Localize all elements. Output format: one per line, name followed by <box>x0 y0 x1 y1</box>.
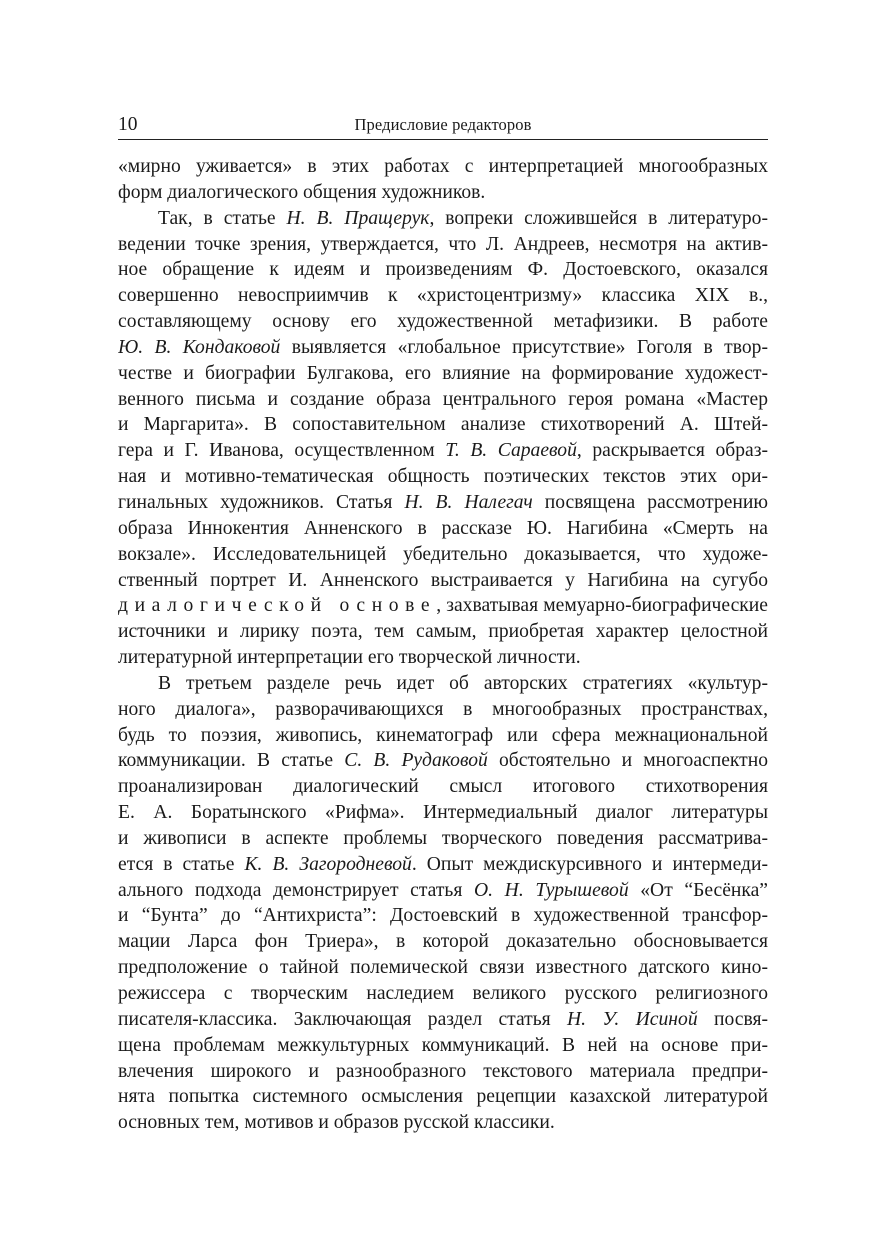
text-segment: В третьем разделе речь идет об авторских стратегиях «культур- <box>158 672 768 694</box>
text-line <box>118 464 768 490</box>
text-line <box>118 1084 768 1110</box>
text-segment: составляющему основу его художественной метафизики. В работе <box>118 311 768 333</box>
author-name: Н. В. Пращерук <box>286 207 430 229</box>
text-segment: литературной интерпретации его творческой личности. <box>118 647 581 669</box>
text-segment: и Маргарита». В сопоставительном анализе стихотворений А. Штей- <box>118 414 768 436</box>
text-line <box>118 955 768 981</box>
page-number: 10 <box>118 114 138 135</box>
text-segment: влечения широкого и разнообразного текстового материала предпри- <box>118 1060 768 1082</box>
text-segment: ственный портрет И. Анненского выстраивается у Нагибина на сугубо <box>118 569 768 591</box>
text-segment: гера и Г. Иванова, осуществленном <box>118 440 446 462</box>
text-line <box>118 180 768 206</box>
text-segment: и живописи в аспекте проблемы творческого поведения рассматрива- <box>118 827 768 849</box>
text-line <box>118 800 768 826</box>
text-segment: ного диалога», разворачивающихся в многообразных пространствах, <box>118 698 768 720</box>
running-title: Предисловие редакторов <box>354 115 532 134</box>
text-segment: мации Ларса фон Триера», в которой доказательно обосновывается <box>118 931 768 953</box>
text-line <box>118 748 768 774</box>
body-text <box>118 154 768 1136</box>
text-line <box>118 206 768 232</box>
text-segment: венного письма и создание образа центрального героя романа «Мастер <box>118 388 768 410</box>
text-line <box>118 852 768 878</box>
text-segment: коммуникации. В статье <box>118 750 345 772</box>
text-line <box>118 1110 768 1136</box>
text-line <box>118 335 768 361</box>
text-segment: посвя- <box>697 1008 768 1030</box>
text-segment: гинальных художников. Статья <box>118 491 405 513</box>
text-segment: , вопреки сложившейся в литературо- <box>429 207 768 229</box>
text-segment: режиссера с творческим наследием великого русского религиозного <box>118 983 768 1004</box>
text-segment: предположение о тайной полемической связи известного датского кино- <box>118 957 768 979</box>
text-segment: совершенно невосприимчив к «христоцентризму» классика XIX в., <box>118 285 768 307</box>
text-line <box>118 619 768 645</box>
text-segment: честве и биографии Булгакова, его влияние на формирование художест- <box>118 362 768 384</box>
text-segment: проанализирован диалогический смысл итогового стихотворения <box>118 776 768 798</box>
author-name: Н. У. Исиной <box>567 1008 698 1030</box>
text-line <box>118 723 768 749</box>
text-segment: ется в статье <box>118 853 245 875</box>
text-segment: обстоятельно и многоаспектно <box>487 750 768 772</box>
text-segment: образа Иннокентия Анненского в рассказе Ю. Нагибина «Смерть на <box>118 517 768 539</box>
author-name: Т. В. Сараевой <box>445 440 577 462</box>
text-line <box>118 878 768 904</box>
text-line <box>118 774 768 800</box>
text-line <box>118 361 768 387</box>
text-segment: ального подхода демонстрирует статья <box>118 879 475 901</box>
text-segment: «От “Бесёнка” <box>628 879 768 901</box>
text-line <box>118 981 768 1007</box>
text-segment: Е. А. Боратынского «Рифма». Интермедиальный диалог литературы <box>118 802 768 824</box>
text-segment: щена проблемам межкультурных коммуникаций. В ней на основе при- <box>118 1034 768 1056</box>
text-segment: , захватывая мемуарно-биографические <box>436 595 768 617</box>
author-name: Н. В. Налегач <box>404 491 533 513</box>
text-segment: форм диалогического общения художников. <box>118 181 486 203</box>
text-segment: посвящена рассмотрению <box>532 491 768 513</box>
text-segment: ная и мотивно-тематическая общность поэтических текстов этих ори- <box>118 466 768 488</box>
text-line <box>118 671 768 697</box>
text-segment: вокзале». Исследовательницей убедительно доказывается, что художе- <box>118 543 768 565</box>
text-line <box>118 412 768 438</box>
text-line <box>118 283 768 309</box>
author-name: С. В. Рудаковой <box>344 750 488 772</box>
text-segment: , раскрывается образ- <box>576 440 768 462</box>
text-line <box>118 1007 768 1033</box>
text-line <box>118 516 768 542</box>
text-segment: нята попытка системного осмысления рецепции казахской литературой <box>118 1086 768 1108</box>
spaced-emphasis: диалогической основе <box>118 595 437 617</box>
author-name: К. В. Загородневой <box>244 853 412 875</box>
text-segment: ведении точке зрения, утверждается, что Л. Андреев, несмотря на актив- <box>118 233 768 255</box>
page-header <box>118 111 768 140</box>
text-segment: . Опыт междискурсивного и интермеди- <box>411 853 768 875</box>
text-line <box>118 1059 768 1085</box>
text-line <box>118 387 768 413</box>
text-segment: и “Бунта” до “Антихриста”: Достоевский в художественной трансфор- <box>118 905 768 927</box>
text-line <box>118 593 768 619</box>
text-line <box>118 903 768 929</box>
author-name: О. Н. Турышевой <box>474 879 629 901</box>
text-line <box>118 438 768 464</box>
text-line <box>118 645 768 671</box>
author-name: Ю. В. Кондаковой <box>118 336 281 358</box>
text-segment: выявляется «глобальное присутствие» Гоголя в твор- <box>280 336 768 358</box>
text-line <box>118 697 768 723</box>
text-line <box>118 232 768 258</box>
text-line <box>118 826 768 852</box>
text-line <box>118 490 768 516</box>
text-line <box>118 257 768 283</box>
text-segment: ное обращение к идеям и произведениям Ф. Достоевского, оказался <box>118 259 768 281</box>
text-line <box>118 929 768 955</box>
text-segment: писателя-классика. Заключающая раздел статья <box>118 1008 568 1030</box>
text-line <box>118 309 768 335</box>
text-line <box>118 542 768 568</box>
text-segment: «мирно уживается» в этих работах с интерпретацией многообразных <box>118 156 768 177</box>
text-segment: будь то поэзия, живопись, кинематограф или сфера межнациональной <box>118 724 768 746</box>
text-line <box>118 154 768 180</box>
text-line <box>118 568 768 594</box>
text-segment: Так, в статье <box>158 207 287 229</box>
text-segment: основных тем, мотивов и образов русской классики. <box>118 1112 555 1134</box>
text-segment: источники и лирику поэта, тем самым, приобретая характер целостной <box>118 621 768 643</box>
text-line <box>118 1033 768 1059</box>
